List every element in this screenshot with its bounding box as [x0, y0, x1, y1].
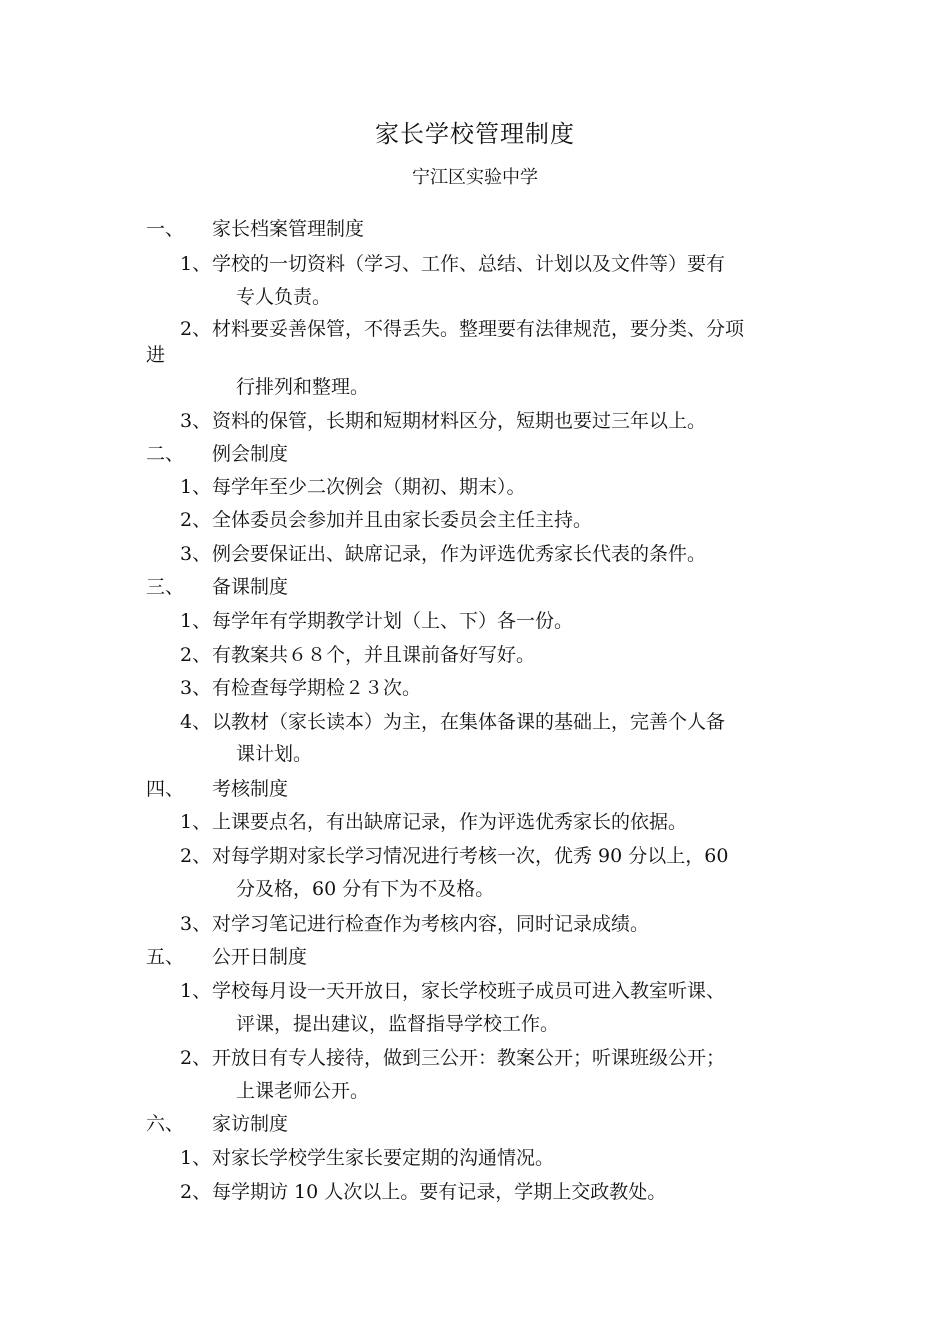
- section-number: 四、: [146, 778, 185, 800]
- item-text: 全体委员会参加并且由家长委员会主任主持。: [212, 509, 593, 531]
- item-text-continued: 分及格，60 分有下为不及格。: [236, 878, 495, 900]
- item-text-continued: 专人负责。: [236, 286, 332, 308]
- item-text: 资料的保管，长期和短期材料区分，短期也要过三年以上。: [212, 410, 707, 432]
- item-text: 对每学期对家长学习情况进行考核一次，优秀 90 分以上，60: [212, 845, 729, 867]
- item-number: 4、: [180, 711, 212, 733]
- item-number: 1、: [180, 253, 212, 275]
- item-number: 1、: [180, 610, 212, 632]
- section-title: 备课制度: [212, 576, 289, 598]
- page-title: 家长学校管理制度: [375, 120, 575, 148]
- section-number: 五、: [146, 946, 185, 968]
- page-subtitle: 宁江区实验中学: [412, 167, 538, 188]
- item-text: 每学期访 10 人次以上。要有记录，学期上交政教处。: [212, 1181, 667, 1203]
- section-number: 六、: [146, 1113, 185, 1135]
- item-number: 2、: [180, 1047, 212, 1069]
- item-number: 3、: [180, 543, 212, 565]
- item-text: 开放日有专人接待，做到三公开：教案公开；听课班级公开；: [212, 1047, 726, 1069]
- item-text: 每学年至少二次例会（期初、期末）。: [212, 476, 526, 498]
- item-text: 对学习笔记进行检查作为考核内容，同时记录成绩。: [212, 913, 650, 935]
- item-text: 对家长学校学生家长要定期的沟通情况。: [212, 1147, 555, 1169]
- section-number: 二、: [146, 443, 185, 465]
- item-text-continued: 上课老师公开。: [236, 1080, 370, 1102]
- item-number: 2、: [180, 1181, 212, 1203]
- section-title: 考核制度: [212, 778, 289, 800]
- item-text: 例会要保证出、缺席记录，作为评选优秀家长代表的条件。: [212, 543, 707, 565]
- item-text: 以教材（家长读本）为主，在集体备课的基础上，完善个人备: [212, 711, 726, 733]
- item-number: 3、: [180, 410, 212, 432]
- item-number: 2、: [180, 318, 212, 340]
- item-number: 3、: [180, 677, 212, 699]
- item-text: 每学年有学期教学计划（上、下）各一份。: [212, 610, 574, 632]
- section-title: 例会制度: [212, 443, 289, 465]
- item-number: 3、: [180, 913, 212, 935]
- item-text: 有教案共６８个，并且课前备好写好。: [212, 644, 536, 666]
- section-title: 家长档案管理制度: [212, 218, 365, 240]
- item-number: 2、: [180, 509, 212, 531]
- item-text-continued: 课计划。: [236, 743, 313, 765]
- item-text-wrap: 进: [146, 344, 166, 366]
- item-number: 1、: [180, 1147, 212, 1169]
- item-number: 2、: [180, 644, 212, 666]
- item-text: 材料要妥善保管，不得丢失。整理要有法律规范，要分类、分项: [212, 318, 745, 340]
- section-number: 一、: [146, 218, 185, 240]
- item-number: 2、: [180, 845, 212, 867]
- item-text-continued: 行排列和整理。: [236, 376, 370, 398]
- item-text: 学校的一切资料（学习、工作、总结、计划以及文件等）要有: [212, 253, 726, 275]
- item-number: 1、: [180, 811, 212, 833]
- item-text: 上课要点名，有出缺席记录，作为评选优秀家长的依据。: [212, 811, 688, 833]
- section-title: 公开日制度: [212, 946, 308, 968]
- section-title: 家访制度: [212, 1113, 289, 1135]
- item-number: 1、: [180, 980, 212, 1002]
- section-number: 三、: [146, 576, 185, 598]
- item-text-continued: 评课，提出建议，监督指导学校工作。: [236, 1013, 560, 1035]
- item-text: 学校每月设一天开放日，家长学校班子成员可进入教室听课、: [212, 980, 726, 1002]
- item-number: 1、: [180, 476, 212, 498]
- item-text: 有检查每学期检２３次。: [212, 677, 422, 699]
